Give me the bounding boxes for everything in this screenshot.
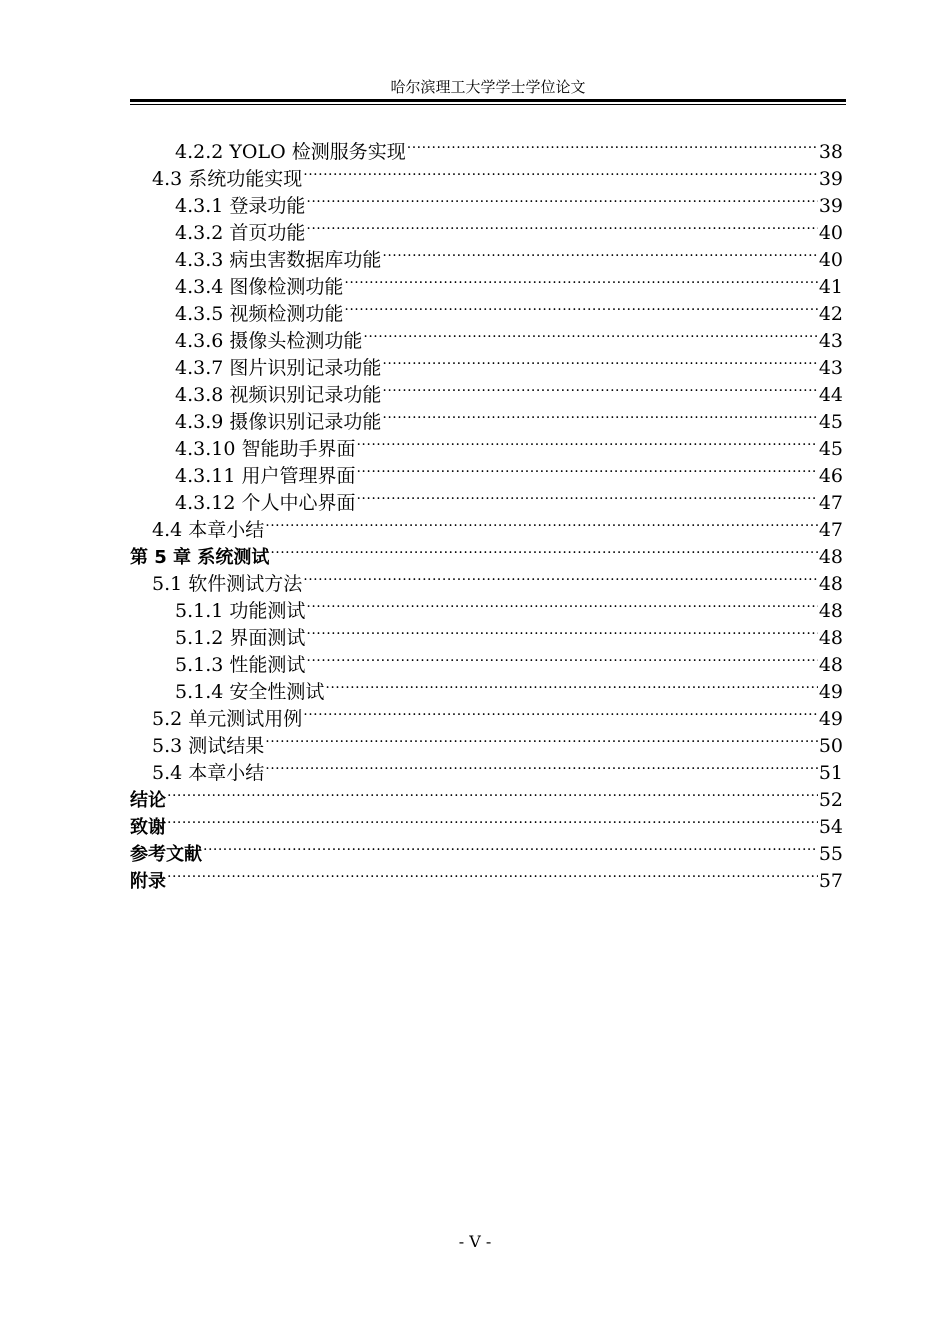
toc-entry-title: 4.3.8 视频识别记录功能 [175, 384, 382, 406]
toc-leader-dots [306, 617, 817, 644]
toc-entry-page: 52 [818, 789, 843, 811]
toc-entry-title: 参考文献 [130, 844, 202, 865]
toc-leader-dots [382, 239, 817, 266]
toc-leader-dots [344, 293, 817, 320]
toc-entry-title: 4.3.2 首页功能 [175, 222, 306, 244]
toc-entry-page: 48 [818, 573, 843, 595]
toc-entry-page: 38 [818, 141, 843, 163]
toc-entry-page: 50 [818, 735, 843, 757]
toc-entry-title: 4.3.11 用户管理界面 [175, 465, 356, 487]
toc-entry-page: 44 [818, 384, 843, 406]
toc-entry-title: 5.1.4 安全性测试 [175, 681, 325, 703]
toc-entry-title: 5.3 测试结果 [152, 735, 265, 757]
toc-leader-dots [356, 455, 817, 482]
toc-leader-dots [382, 401, 817, 428]
toc-entry-title: 4.3.6 摄像头检测功能 [175, 330, 363, 352]
toc-leader-dots [167, 860, 818, 887]
toc-entry-page: 48 [818, 654, 843, 676]
table-of-contents [130, 131, 843, 892]
toc-entry-title: 附录 [130, 871, 166, 892]
toc-leader-dots [265, 752, 818, 779]
toc-entry-page: 40 [818, 222, 843, 244]
toc-leader-dots [270, 536, 817, 563]
toc-leader-dots [306, 212, 817, 239]
toc-entry-title: 5.1.3 性能测试 [175, 654, 306, 676]
toc-entry-page: 43 [818, 357, 843, 379]
toc-leader-dots [306, 590, 817, 617]
toc-leader-dots [344, 266, 817, 293]
toc-entry-title: 5.2 单元测试用例 [152, 708, 303, 730]
toc-leader-dots [306, 644, 817, 671]
toc-entry[interactable] [130, 779, 843, 811]
toc-entry-title: 致谢 [130, 817, 166, 838]
toc-entry-page: 49 [818, 681, 843, 703]
toc-entry-title: 5.1 软件测试方法 [152, 573, 303, 595]
toc-entry-title: 第 5 章 系统测试 [130, 547, 270, 568]
toc-entry-page: 43 [818, 330, 843, 352]
toc-leader-dots [303, 698, 818, 725]
toc-entry-page: 55 [818, 843, 843, 865]
toc-entry-title: 4.3.5 视频检测功能 [175, 303, 344, 325]
toc-entry-page: 54 [818, 816, 843, 838]
toc-entry-title: 4.3.4 图像检测功能 [175, 276, 344, 298]
toc-entry-title: 4.3.9 摄像识别记录功能 [175, 411, 382, 433]
toc-entry-page: 48 [818, 627, 843, 649]
toc-entry-page: 48 [818, 546, 843, 568]
toc-leader-dots [167, 779, 818, 806]
toc-entry-page: 49 [818, 708, 843, 730]
toc-leader-dots [306, 185, 817, 212]
toc-leader-dots [265, 509, 818, 536]
toc-entry-page: 41 [818, 276, 843, 298]
toc-entry-title: 4.3.12 个人中心界面 [175, 492, 356, 514]
toc-leader-dots [363, 320, 817, 347]
toc-entry-title: 4.3.7 图片识别记录功能 [175, 357, 382, 379]
toc-leader-dots [382, 347, 817, 374]
toc-entry-title: 4.3.10 智能助手界面 [175, 438, 356, 460]
toc-leader-dots [303, 563, 818, 590]
toc-entry-page: 47 [818, 492, 843, 514]
toc-entry-title: 5.1.1 功能测试 [175, 600, 306, 622]
toc-leader-dots [203, 833, 818, 860]
toc-entry[interactable] [130, 131, 843, 163]
toc-entry-title: 结论 [130, 790, 166, 811]
toc-entry-page: 39 [818, 168, 843, 190]
toc-entry[interactable] [130, 806, 843, 838]
page-number: - V - [458, 1232, 492, 1251]
toc-leader-dots [265, 725, 818, 752]
toc-leader-dots [167, 806, 818, 833]
toc-leader-dots [356, 428, 817, 455]
toc-entry-title: 4.3 系统功能实现 [152, 168, 303, 190]
toc-entry-title: 4.2.2 YOLO 检测服务实现 [175, 141, 406, 163]
toc-entry-title: 5.1.2 界面测试 [175, 627, 306, 649]
toc-entry[interactable] [130, 860, 843, 892]
toc-entry-title: 5.4 本章小结 [152, 762, 265, 784]
toc-entry-page: 48 [818, 600, 843, 622]
toc-entry-page: 47 [818, 519, 843, 541]
toc-entry-page: 45 [818, 411, 843, 433]
page-header-title: 哈尔滨理工大学学士学位论文 [390, 78, 586, 96]
toc-entry-page: 51 [818, 762, 843, 784]
toc-entry-page: 45 [818, 438, 843, 460]
toc-entry-title: 4.4 本章小结 [152, 519, 265, 541]
toc-entry-title: 4.3.3 病虫害数据库功能 [175, 249, 382, 271]
header-rule-thin [130, 104, 846, 105]
toc-entry-page: 39 [818, 195, 843, 217]
toc-leader-dots [325, 671, 817, 698]
toc-entry[interactable] [130, 833, 843, 865]
toc-entry-page: 42 [818, 303, 843, 325]
toc-leader-dots [407, 131, 818, 158]
toc-entry-page: 57 [818, 870, 843, 892]
toc-entry-title: 4.3.1 登录功能 [175, 195, 306, 217]
toc-leader-dots [382, 374, 817, 401]
toc-entry-page: 40 [818, 249, 843, 271]
toc-leader-dots [356, 482, 817, 509]
toc-leader-dots [303, 158, 818, 185]
toc-entry-page: 46 [818, 465, 843, 487]
header-rule-thick [130, 99, 846, 102]
